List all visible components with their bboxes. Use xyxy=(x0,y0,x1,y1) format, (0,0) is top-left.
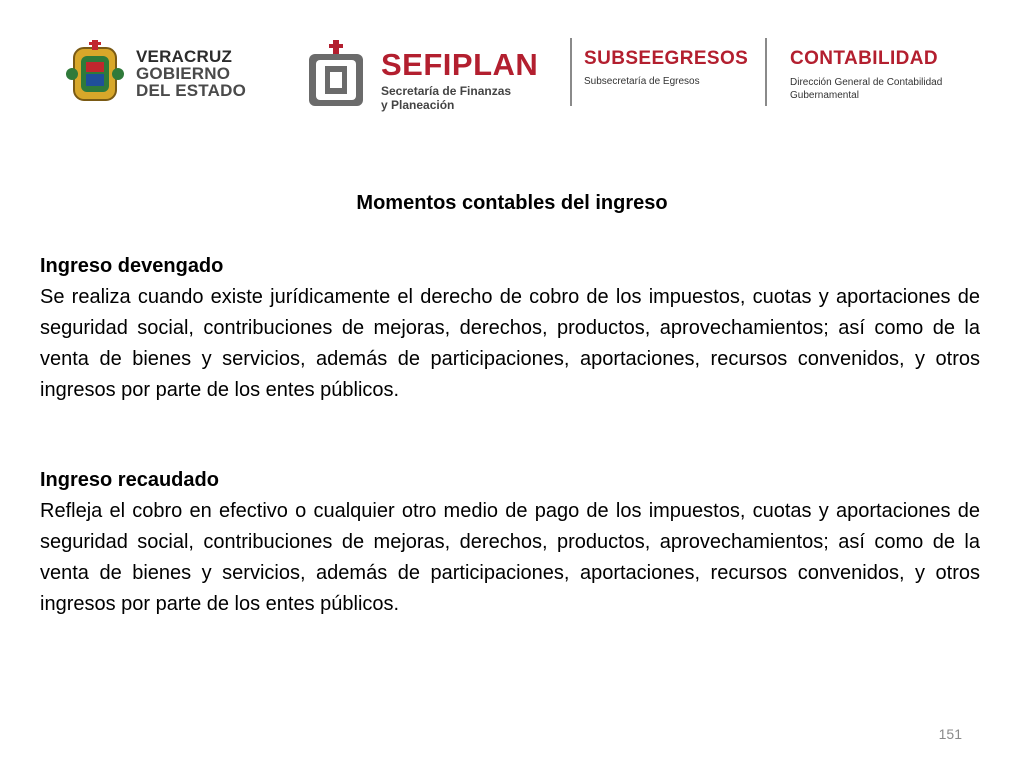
subseegresos-desc: Subsecretaría de Egresos xyxy=(584,76,700,87)
veracruz-shield-logo xyxy=(64,38,126,110)
section-heading: Ingreso devengado xyxy=(40,255,224,277)
section-body: Refleja el cobro en efectivo o cualquier otro medio de pago de los impuestos, cuotas y aportaciones de seguridad social, contribuciones de mejoras, derechos, productos, aprovechamientos; así como de la venta de bienes y servicios, además de participaciones, aportaciones, recursos convenidos, y otros ingresos por parte de los entes públicos. xyxy=(40,500,980,615)
document-title: Momentos contables del ingreso xyxy=(356,192,668,214)
veracruz-line3: DEL ESTADO xyxy=(136,81,246,100)
divider-line xyxy=(570,38,572,106)
contabilidad-desc-line1: Dirección General de Contabilidad xyxy=(790,77,943,88)
contabilidad-desc xyxy=(790,76,980,102)
section-heading: Ingreso recaudado xyxy=(40,469,219,491)
veracruz-line1: VERACRUZ xyxy=(136,47,233,66)
divider-line xyxy=(765,38,767,106)
section-ingreso-devengado xyxy=(40,251,980,406)
sefiplan-crest-icon xyxy=(303,38,369,112)
veracruz-line2: GOBIERNO xyxy=(136,64,231,83)
sefiplan-logo xyxy=(297,32,545,118)
sefiplan-subtitle xyxy=(381,84,511,112)
contabilidad-title: CONTABILIDAD xyxy=(790,48,938,69)
header xyxy=(0,30,1024,120)
veracruz-wordmark xyxy=(136,48,246,99)
subseegresos-title: SUBSEEGRESOS xyxy=(584,48,749,69)
page-number: 151 xyxy=(938,726,962,742)
sefiplan-title: SEFIPLAN xyxy=(381,47,539,82)
contabilidad-desc-line2: Gubernamental xyxy=(790,90,859,101)
sefiplan-sub-line2: y Planeación xyxy=(381,98,455,112)
section-body: Se realiza cuando existe jurídicamente el derecho de cobro de los impuestos, cuotas y aportaciones de seguridad social, contribuciones de mejoras, derechos, productos, aprovechamientos; así como de la venta de bienes y servicios, además de participaciones, aportaciones, recursos convenidos, y otros ingresos por parte de los entes públicos. xyxy=(40,286,980,401)
section-ingreso-recaudado xyxy=(40,465,980,620)
sefiplan-sub-line1: Secretaría de Finanzas xyxy=(381,84,512,98)
